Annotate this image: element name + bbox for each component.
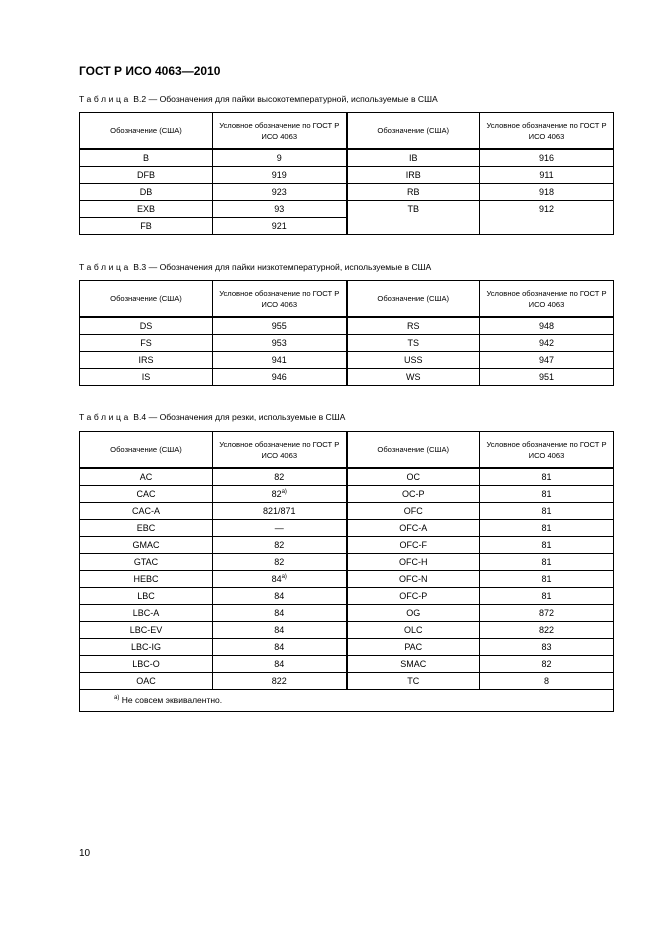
cell-gost-designation: 953 — [213, 335, 347, 352]
header-gost-designation: Условное обозначение по ГОСТ Р ИСО 4063 — [480, 432, 614, 469]
cell-us-designation: DS — [80, 317, 213, 335]
header-us-designation: Обозначение (США) — [347, 281, 480, 318]
cell-gost-designation: 9 — [213, 149, 347, 167]
cell-gost-designation: $84^{а)}$ — [213, 571, 347, 588]
footnote-marker: а) — [114, 695, 120, 702]
cell-gost-designation: 911 — [480, 167, 614, 184]
cell-gost-designation: 8 — [480, 673, 614, 690]
cell-gost-designation: 923 — [213, 184, 347, 201]
cell-gost-designation: 81 — [480, 571, 614, 588]
caption-label: Таблица — [79, 94, 131, 104]
cell-us-designation: RB — [347, 184, 480, 201]
cell-gost-designation: 81 — [480, 554, 614, 571]
cell-gost-designation: 84 — [213, 622, 347, 639]
cell-gost-designation: 916 — [480, 149, 614, 167]
cell-us-designation: AC — [80, 468, 213, 486]
cell-gost-designation: 81 — [480, 503, 614, 520]
footnote-marker: а) — [281, 574, 287, 580]
cell-us-designation: OC-P — [347, 486, 480, 503]
cell-gost-designation: 82 — [213, 554, 347, 571]
cell-gost-designation: 84 — [213, 588, 347, 605]
cell-us-designation: TC — [347, 673, 480, 690]
cell-us-designation: RS — [347, 317, 480, 335]
table-row — [80, 335, 614, 352]
cell-us-designation: OC — [347, 468, 480, 486]
cell-gost-designation — [480, 218, 614, 235]
cell-us-designation: EBC — [80, 520, 213, 537]
table-b4-caption — [79, 412, 345, 422]
cell-us-designation: OFC-F — [347, 537, 480, 554]
table-row — [80, 673, 614, 690]
cell-gost-designation: 82 — [480, 656, 614, 673]
cell-gost-designation: 84 — [213, 639, 347, 656]
cell-us-designation: EXB — [80, 201, 213, 218]
table-row — [80, 468, 614, 486]
table-row — [80, 588, 614, 605]
table-b4 — [79, 431, 614, 712]
caption-number: В.3 — [133, 262, 147, 272]
cell-gost-designation: 81 — [480, 588, 614, 605]
table-row — [80, 520, 614, 537]
cell-us-designation: DFB — [80, 167, 213, 184]
cell-us-designation: B — [80, 149, 213, 167]
header-gost-designation: Условное обозначение по ГОСТ Р ИСО 4063 — [213, 281, 347, 318]
footnote-marker: а) — [281, 489, 287, 495]
cell-gost-designation: 919 — [213, 167, 347, 184]
caption-title: — Обозначения для пайки высокотемпературной, используемые в США — [148, 94, 438, 104]
cell-gost-designation: 83 — [480, 639, 614, 656]
caption-label: Таблица — [79, 262, 131, 272]
cell-gost-designation: 872 — [480, 605, 614, 622]
cell-us-designation: LBC — [80, 588, 213, 605]
cell-us-designation: LBC-EV — [80, 622, 213, 639]
table-b2-caption — [79, 94, 438, 104]
cell-gost-designation: 81 — [480, 468, 614, 486]
header-us-designation: Обозначение (США) — [80, 432, 213, 469]
cell-us-designation: IB — [347, 149, 480, 167]
table-row — [80, 537, 614, 554]
cell-us-designation: SMAC — [347, 656, 480, 673]
cell-us-designation: FB — [80, 218, 213, 235]
table-footnote — [80, 690, 614, 712]
header-us-designation: Обозначение (США) — [80, 113, 213, 150]
table-row — [80, 554, 614, 571]
table-row — [80, 184, 614, 201]
table-row — [80, 503, 614, 520]
header-gost-designation: Условное обозначение по ГОСТ Р ИСО 4063 — [213, 113, 347, 150]
cell-us-designation: FS — [80, 335, 213, 352]
table-row — [80, 656, 614, 673]
table-row — [80, 486, 614, 503]
table-row — [80, 639, 614, 656]
cell-gost-designation: $82^{а)}$ — [213, 486, 347, 503]
cell-gost-designation: 955 — [213, 317, 347, 335]
cell-gost-designation: 81 — [480, 520, 614, 537]
cell-us-designation: LBC-O — [80, 656, 213, 673]
header-gost-designation: Условное обозначение по ГОСТ Р ИСО 4063 — [480, 281, 614, 318]
table-row — [80, 622, 614, 639]
cell-us-designation: IRB — [347, 167, 480, 184]
cell-us-designation: OFC — [347, 503, 480, 520]
cell-us-designation: OLC — [347, 622, 480, 639]
cell-us-designation: OG — [347, 605, 480, 622]
cell-us-designation: LBC-IG — [80, 639, 213, 656]
cell-gost-designation: 821/871 — [213, 503, 347, 520]
cell-us-designation: IS — [80, 369, 213, 386]
cell-us-designation: OFC-N — [347, 571, 480, 588]
document-header: ГОСТ Р ИСО 4063—2010 — [79, 64, 221, 78]
cell-gost-designation: 82 — [213, 537, 347, 554]
header-us-designation: Обозначение (США) — [347, 113, 480, 150]
cell-us-designation: CAC — [80, 486, 213, 503]
page-number: 10 — [79, 848, 91, 859]
header-gost-designation: Условное обозначение по ГОСТ Р ИСО 4063 — [213, 432, 347, 469]
cell-gost-designation: 946 — [213, 369, 347, 386]
table-row — [80, 571, 614, 588]
cell-gost-designation: 84 — [213, 605, 347, 622]
cell-gost-designation: 81 — [480, 486, 614, 503]
cell-us-designation: USS — [347, 352, 480, 369]
cell-gost-designation: 948 — [480, 317, 614, 335]
table-row — [80, 352, 614, 369]
cell-gost-designation: 918 — [480, 184, 614, 201]
cell-us-designation: OFC-H — [347, 554, 480, 571]
cell-us-designation — [347, 218, 480, 235]
cell-us-designation: LBC-A — [80, 605, 213, 622]
cell-gost-designation: 912 — [480, 201, 614, 218]
caption-label: Таблица — [79, 412, 131, 422]
cell-us-designation: OFC-A — [347, 520, 480, 537]
table-row — [80, 201, 614, 218]
cell-gost-designation: 82 — [213, 468, 347, 486]
cell-gost-designation: 822 — [480, 622, 614, 639]
table-row — [80, 218, 614, 235]
cell-us-designation: CAC-A — [80, 503, 213, 520]
cell-gost-designation: 822 — [213, 673, 347, 690]
table-row — [80, 149, 614, 167]
cell-gost-designation: 947 — [480, 352, 614, 369]
cell-gost-designation: 942 — [480, 335, 614, 352]
table-row — [80, 369, 614, 386]
cell-us-designation: TS — [347, 335, 480, 352]
cell-gost-designation: 951 — [480, 369, 614, 386]
caption-number: В.4 — [133, 412, 147, 422]
cell-us-designation: OAC — [80, 673, 213, 690]
table-b2 — [79, 112, 614, 235]
table-b3-caption — [79, 262, 431, 272]
cell-gost-designation: 93 — [213, 201, 347, 218]
cell-gost-designation: 941 — [213, 352, 347, 369]
cell-gost-designation: — — [213, 520, 347, 537]
caption-title: — Обозначения для пайки низкотемпературной, используемые в США — [148, 262, 432, 272]
cell-us-designation: GTAC — [80, 554, 213, 571]
cell-gost-designation: 921 — [213, 218, 347, 235]
cell-us-designation: DB — [80, 184, 213, 201]
cell-us-designation: TB — [347, 201, 480, 218]
cell-us-designation: PAC — [347, 639, 480, 656]
footnote-text: Не совсем эквивалентно. — [121, 695, 223, 705]
cell-gost-designation: 84 — [213, 656, 347, 673]
table-row — [80, 317, 614, 335]
cell-us-designation: HEBC — [80, 571, 213, 588]
table-b3 — [79, 280, 614, 386]
caption-number: В.2 — [133, 94, 147, 104]
cell-us-designation: GMAC — [80, 537, 213, 554]
caption-title: — Обозначения для резки, используемые в США — [148, 412, 346, 422]
cell-gost-designation: 81 — [480, 537, 614, 554]
cell-us-designation: IRS — [80, 352, 213, 369]
cell-us-designation: WS — [347, 369, 480, 386]
table-row — [80, 167, 614, 184]
header-us-designation: Обозначение (США) — [80, 281, 213, 318]
header-us-designation: Обозначение (США) — [347, 432, 480, 469]
header-gost-designation: Условное обозначение по ГОСТ Р ИСО 4063 — [480, 113, 614, 150]
table-row — [80, 605, 614, 622]
cell-us-designation: OFC-P — [347, 588, 480, 605]
